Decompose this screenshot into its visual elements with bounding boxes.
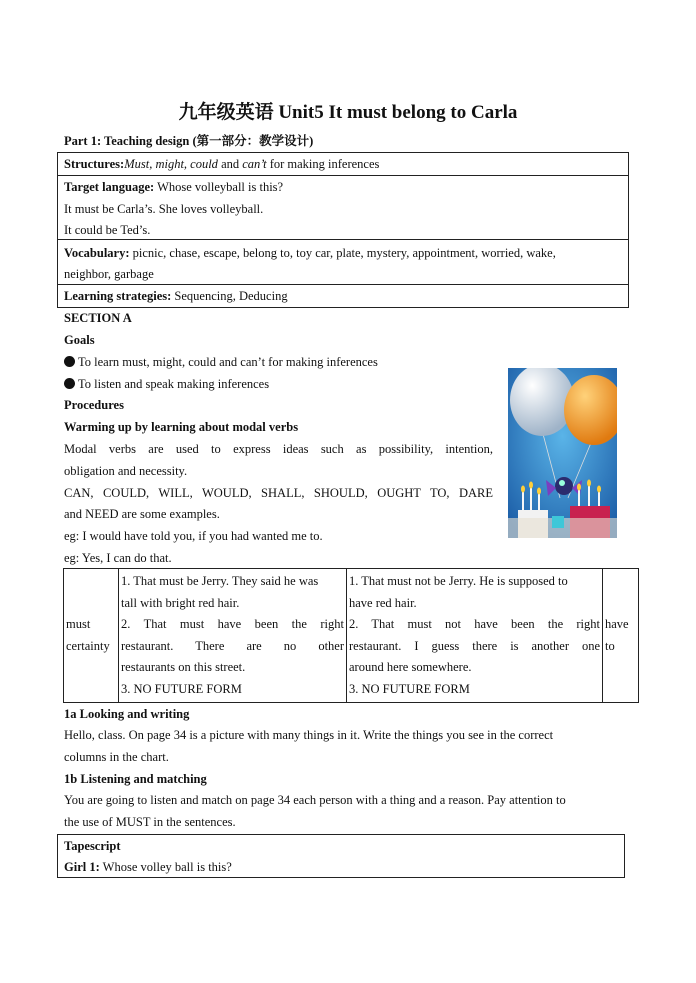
tapescript-box <box>57 834 625 878</box>
example-1: eg: I would have told you, if you had wanted me to. <box>64 529 323 543</box>
example-line: tall with bright red hair. <box>121 595 240 610</box>
example-line: restaurant. I guess there is another one <box>349 638 600 653</box>
warming-heading: Warming up by learning about modal verbs <box>64 420 299 434</box>
target-line-3: It could be Ted’s. <box>64 223 151 237</box>
vocabulary-line-2: neighbor, garbage <box>64 267 154 281</box>
must-cell <box>64 569 119 703</box>
structures-cant: can’t <box>242 157 267 171</box>
row-divider <box>58 284 628 285</box>
strategies-row <box>64 286 288 306</box>
example-line: restaurants on this street. <box>121 660 246 674</box>
structures-label: Structures: <box>64 157 125 171</box>
certainty-label: certainty <box>66 638 110 653</box>
target-line-2: It must be Carla’s. She loves volleyball. <box>64 202 264 216</box>
vocabulary-label: Vocabulary: <box>64 246 130 260</box>
goal-text: To learn must, might, could and can’t for making inferences <box>78 355 378 369</box>
part1-heading: Part 1: Teaching design (第一部分：教学设计) <box>64 134 314 148</box>
modal-verbs-table <box>63 568 639 703</box>
must-label: must <box>66 617 91 631</box>
heading-1a: 1a Looking and writing <box>64 707 190 721</box>
example-line: have red hair. <box>349 595 417 610</box>
example-line: 2. That must have been the right <box>121 617 344 631</box>
structures-modals: Must, might, could <box>124 157 218 171</box>
strategies-label: Learning strategies: <box>64 289 172 303</box>
to-label: to <box>605 638 615 653</box>
paragraph-1b-line: the use of MUST in the sentences. <box>64 815 236 829</box>
speaker-label: Girl 1: <box>64 860 100 874</box>
target-language-row <box>64 177 283 197</box>
tapescript-heading: Tapescript <box>64 839 121 853</box>
modal-paragraph-line: Modal verbs are used to express ideas such as possibility, intention, <box>64 442 493 456</box>
speaker-text: Whose volley ball is this? <box>99 860 232 874</box>
section-a-heading: SECTION A <box>64 311 132 325</box>
have-to-cell <box>603 569 639 703</box>
paragraph-1a-line: columns in the chart. <box>64 750 169 764</box>
design-table <box>57 152 629 308</box>
modal-paragraph-line: and NEED are some examples. <box>64 507 220 521</box>
have-label: have <box>605 617 629 631</box>
document-title: 九年级英语 Unit5 It must belong to Carla <box>178 102 518 123</box>
bullet-icon <box>64 378 75 389</box>
paragraph-1a-line: Hello, class. On page 34 is a picture with many things in it. Write the things you see in the correct <box>64 728 554 742</box>
vocabulary-row <box>64 243 556 263</box>
structures-and: and <box>217 157 243 171</box>
structures-rest: for making inferences <box>266 157 380 171</box>
negative-examples-cell <box>347 569 603 703</box>
goals-heading: Goals <box>64 333 95 347</box>
tapescript-line <box>64 857 232 877</box>
goal-text: To listen and speak making inferences <box>78 377 270 391</box>
example-line: 2. That must not have been the right <box>349 617 600 631</box>
example-line: 1. That must be Jerry. They said he was <box>121 574 319 588</box>
vocabulary-line-1: picnic, chase, escape, belong to, toy car, plate, mystery, appointment, worried, wake, <box>129 246 556 260</box>
positive-examples-cell <box>119 569 347 703</box>
goal-item <box>64 374 269 394</box>
example-line: restaurant. There are no other <box>121 638 344 653</box>
structures-row <box>64 154 379 174</box>
example-line: around here somewhere. <box>349 660 472 674</box>
heading-1b: 1b Listening and matching <box>64 772 207 786</box>
target-label: Target language: <box>64 180 155 194</box>
strategies-text: Sequencing, Deducing <box>171 289 288 303</box>
paragraph-1b-line: You are going to listen and match on page 34 each person with a thing and a reason. Pay attention to <box>64 793 566 807</box>
example-line: 3. NO FUTURE FORM <box>121 681 242 696</box>
target-line-1: Whose volleyball is this? <box>154 180 284 194</box>
example-2: eg: Yes, I can do that. <box>64 551 172 565</box>
procedures-heading: Procedures <box>64 398 124 412</box>
modal-paragraph-line: obligation and necessity. <box>64 464 188 478</box>
balloons-image <box>508 368 617 538</box>
row-divider <box>58 175 628 176</box>
modal-paragraph-line: CAN, COULD, WILL, WOULD, SHALL, SHOULD, OUGHT TO, DARE <box>64 486 493 500</box>
bullet-icon <box>64 356 75 367</box>
example-line: 3. NO FUTURE FORM <box>349 681 470 696</box>
goal-item <box>64 352 378 372</box>
example-line: 1. That must not be Jerry. He is supposed to <box>349 574 568 588</box>
